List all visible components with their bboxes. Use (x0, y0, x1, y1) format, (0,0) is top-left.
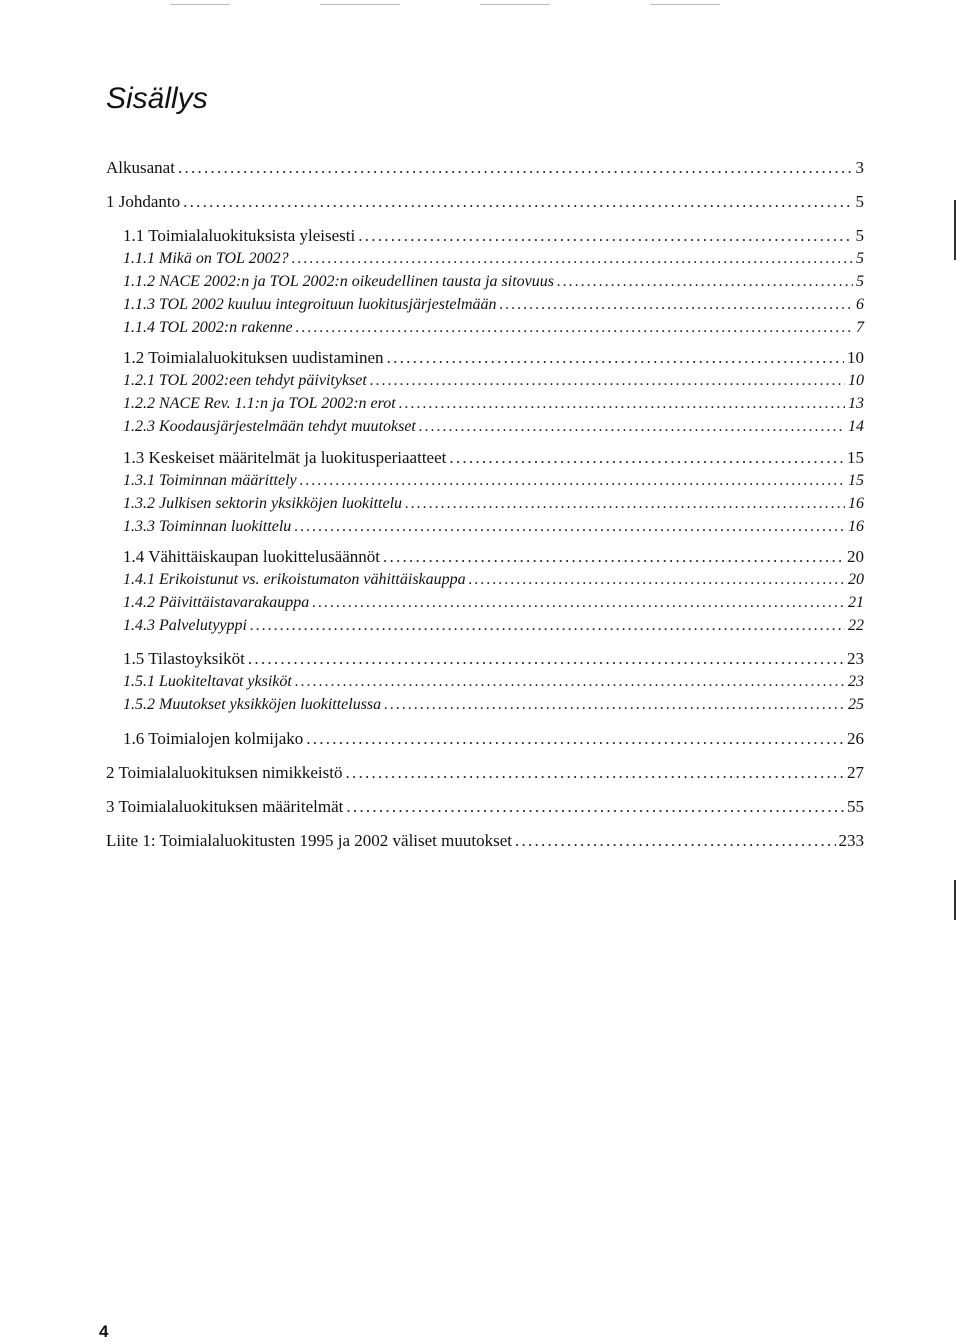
dot-leader (399, 393, 845, 415)
dot-leader (469, 569, 845, 591)
toc-entry[interactable] (123, 569, 864, 591)
toc-entry-label: 1 Johdanto (106, 192, 181, 211)
dot-leader (306, 728, 844, 750)
toc-entry[interactable] (123, 294, 864, 316)
toc-entry-page: 26 (847, 729, 864, 748)
toc-entry-label: 1.2.2 NACE Rev. 1.1:n ja TOL 2002:n erot (123, 395, 396, 412)
toc-entry-page: 10 (847, 348, 864, 367)
toc-entry-page: 3 (855, 158, 864, 177)
page-title: Sisällys (106, 82, 208, 115)
toc-entry-label: Alkusanat (106, 158, 175, 177)
toc-entry-page: 5 (855, 192, 864, 211)
toc-entry[interactable] (123, 493, 864, 515)
toc-entry[interactable] (123, 225, 864, 247)
toc-entry[interactable] (123, 416, 864, 438)
toc-entry-label: 1.4.1 Erikoistunut vs. erikoistumaton vähittäiskauppa (123, 571, 466, 588)
dot-leader (300, 470, 845, 492)
dot-leader (383, 546, 844, 568)
toc-entry-page: 23 (848, 673, 864, 690)
dot-leader (183, 191, 852, 213)
toc-entry[interactable] (106, 830, 864, 852)
dot-leader (178, 157, 853, 179)
toc-entry[interactable] (123, 615, 864, 637)
toc-entry[interactable] (106, 157, 864, 179)
toc-entry-page: 23 (847, 649, 864, 668)
dot-leader (515, 830, 836, 852)
toc-entry-page: 16 (848, 518, 864, 535)
toc-entry[interactable] (123, 694, 864, 716)
dot-leader (557, 271, 853, 293)
toc-entry-label: 1.4 Vähittäiskaupan luokittelusäännöt (123, 547, 381, 566)
toc-entry-page: 6 (856, 296, 864, 313)
toc-entry[interactable] (106, 796, 864, 818)
dot-leader (250, 615, 845, 637)
toc-entry[interactable] (123, 516, 864, 538)
dot-leader (449, 447, 844, 469)
toc-entry-page: 14 (848, 418, 864, 435)
dot-leader (387, 347, 844, 369)
toc-entry-page: 5 (856, 273, 864, 290)
toc-entry[interactable] (123, 546, 864, 568)
dot-leader (294, 516, 845, 538)
toc-entry-page: 21 (848, 594, 864, 611)
toc-entry[interactable] (123, 347, 864, 369)
toc-entry-label: 1.3.2 Julkisen sektorin yksikköjen luokittelu (123, 495, 403, 512)
toc-entry-page: 22 (848, 617, 864, 634)
toc-entry[interactable] (123, 370, 864, 392)
toc-entry-page: 7 (856, 319, 864, 336)
toc-entry-label: 1.1.4 TOL 2002:n rakenne (123, 319, 293, 336)
toc-entry-label: 1.3.1 Toiminnan määrittely (123, 472, 297, 489)
top-scan-rule (320, 4, 400, 5)
toc-entry-page: 13 (848, 395, 864, 412)
dot-leader (345, 762, 844, 784)
dot-leader (500, 294, 854, 316)
toc-entry-label: 1.1.2 NACE 2002:n ja TOL 2002:n oikeudellinen tausta ja sitovuus (123, 273, 554, 290)
toc-entry-page: 20 (847, 547, 864, 566)
toc-entry[interactable] (106, 191, 864, 213)
toc-entry-label: 3 Toimialaluokituksen määritelmät (106, 797, 344, 816)
toc-entry-page: 16 (848, 495, 864, 512)
toc-entry[interactable] (123, 248, 864, 270)
toc-entry-label: 1.5.1 Luokiteltavat yksiköt (123, 673, 292, 690)
toc-entry-label: 1.1.3 TOL 2002 kuuluu integroituun luokitusjärjestelmään (123, 296, 497, 313)
dot-leader (296, 317, 853, 339)
toc-entry[interactable] (123, 470, 864, 492)
dot-leader (295, 671, 845, 693)
top-scan-rule (170, 4, 230, 5)
toc-entry[interactable] (123, 728, 864, 750)
toc-entry-page: 5 (856, 250, 864, 267)
toc-entry-page: 10 (848, 372, 864, 389)
dot-leader (248, 648, 844, 670)
toc-entry[interactable] (106, 762, 864, 784)
dot-leader (419, 416, 845, 438)
toc-entry-page: 15 (847, 448, 864, 467)
toc-entry-label: 1.4.2 Päivittäistavarakauppa (123, 594, 310, 611)
toc-entry-label: 1.5 Tilastoyksiköt (123, 649, 245, 668)
dot-leader (370, 370, 845, 392)
top-scan-rule (650, 4, 720, 5)
toc-entry-label: 1.5.2 Muutokset yksikköjen luokittelussa (123, 696, 382, 713)
toc-entry-label: 1.4.3 Palvelutyyppi (123, 617, 247, 634)
toc-entry[interactable] (123, 671, 864, 693)
dot-leader (358, 225, 852, 247)
toc-entry-page: 233 (838, 831, 864, 850)
toc-entry-label: 1.6 Toimialojen kolmijako (123, 729, 304, 748)
dot-leader (405, 493, 845, 515)
toc-entry-label: 1.3 Keskeiset määritelmät ja luokitusperiaatteet (123, 448, 447, 467)
toc-entry-label: 1.1 Toimialaluokituksista yleisesti (123, 226, 356, 245)
side-scan-mark (954, 200, 956, 260)
toc-entry-label: 1.2.1 TOL 2002:een tehdyt päivitykset (123, 372, 367, 389)
toc-entry-label: 1.1.1 Mikä on TOL 2002? (123, 250, 289, 267)
toc-entry-label: 1.3.3 Toiminnan luokittelu (123, 518, 292, 535)
toc-entry-label: 1.2.3 Koodausjärjestelmään tehdyt muutokset (123, 418, 416, 435)
dot-leader (346, 796, 844, 818)
side-scan-mark (954, 880, 956, 920)
toc-entry[interactable] (123, 317, 864, 339)
toc-entry[interactable] (123, 447, 864, 469)
toc-entry[interactable] (123, 393, 864, 415)
toc-entry[interactable] (123, 648, 864, 670)
toc-entry-page: 5 (855, 226, 864, 245)
toc-entry-label: Liite 1: Toimialaluokitusten 1995 ja 2002 väliset muutokset (106, 831, 512, 850)
dot-leader (292, 248, 853, 270)
toc-entry[interactable] (123, 271, 864, 293)
toc-entry-page: 55 (847, 797, 864, 816)
toc-entry-page: 27 (847, 763, 864, 782)
toc-entry-label: 2 Toimialaluokituksen nimikkeistö (106, 763, 343, 782)
toc-entry-page: 25 (848, 696, 864, 713)
dot-leader (384, 694, 845, 716)
page-number: 4 (99, 1322, 109, 1341)
dot-leader (312, 592, 845, 614)
top-scan-rule (480, 4, 550, 5)
toc-entry-page: 20 (848, 571, 864, 588)
toc-entry-label: 1.2 Toimialaluokituksen uudistaminen (123, 348, 384, 367)
toc-entry-page: 15 (848, 472, 864, 489)
toc-entry[interactable] (123, 592, 864, 614)
